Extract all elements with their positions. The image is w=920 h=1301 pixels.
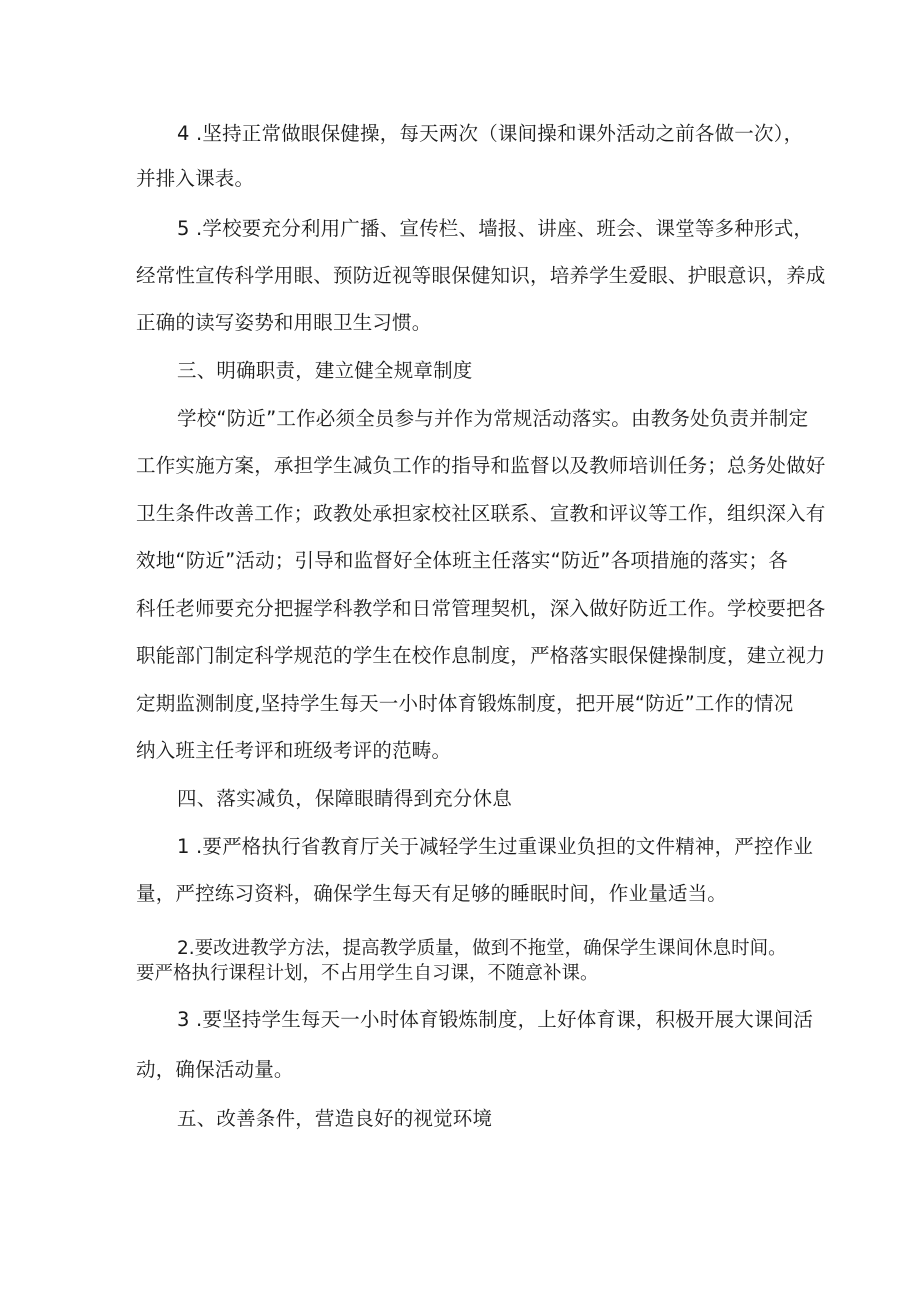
section-3-line: 科任老师要充分把握学科教学和日常管理契机，深入做好防近工作。学校要把各	[136, 597, 826, 620]
section-3-line: 职能部门制定科学规范的学生在校作息制度，严格落实眼保健操制度，建立视力	[136, 644, 826, 667]
item-5-line-1: 5 .学校要充分利用广播、宣传栏、墙报、讲座、班会、课堂等多种形式，	[177, 217, 814, 240]
section-3-line: 纳入班主任考评和班级考评的范畴。	[136, 739, 452, 762]
section-4-item-3-line-2: 动，确保活动量。	[136, 1058, 294, 1081]
section-4-item-1-line-1: 1 .要严格执行省教育厅关于减轻学生过重课业负担的文件精神，严控作业	[177, 835, 814, 858]
section-4-item-2-line-1: 2.要改进教学方法，提高教学质量，做到不拖堂，确保学生课间休息时间。	[177, 938, 787, 959]
section-4-item-3-line-1: 3 .要坚持学生每天一小时体育锻炼制度，上好体育课，积极开展大课间活	[177, 1008, 814, 1031]
section-3-line: 工作实施方案，承担学生减负工作的指导和监督以及教师培训任务；总务处做好	[136, 454, 826, 477]
item-5-line-2: 经常性宣传科学用眼、预防近视等眼保健知识，培养学生爱眼、护眼意识，养成	[136, 264, 826, 287]
section-3-line: 定期监测制度,坚持学生每天一小时体育锻炼制度，把开展“防近”工作的情况	[136, 692, 794, 715]
section-4-item-1-line-2: 量，严控练习资料，确保学生每天有足够的睡眠时间，作业量适当。	[136, 882, 728, 905]
item-4-line-2: 并排入课表。	[136, 167, 255, 190]
section-3-line: 效地“防近”活动；引导和监督好全体班主任落实“防近”各项措施的落实；各	[136, 549, 788, 572]
section-4-item-2-line-2: 要严格执行课程计划，不占用学生自习课，不随意补课。	[136, 963, 599, 984]
item-5-line-3: 正确的读写姿势和用眼卫生习惯。	[136, 311, 432, 334]
item-4-line-1: 4 .坚持正常做眼保健操，每天两次（课间操和课外活动之前各做一次），	[177, 122, 804, 145]
section-3-heading: 三、明确职责，建立健全规章制度	[177, 359, 473, 382]
section-3-line: 学校“防近”工作必须全员参与并作为常规活动落实。由教务处负责并制定	[177, 407, 809, 430]
section-5-heading: 五、改善条件，营造良好的视觉环境	[177, 1107, 493, 1130]
section-3-line: 卫生条件改善工作；政教处承担家校社区联系、宣教和评议等工作，组织深入有	[136, 502, 826, 525]
section-4-heading: 四、落实减负，保障眼睛得到充分休息	[177, 787, 512, 810]
